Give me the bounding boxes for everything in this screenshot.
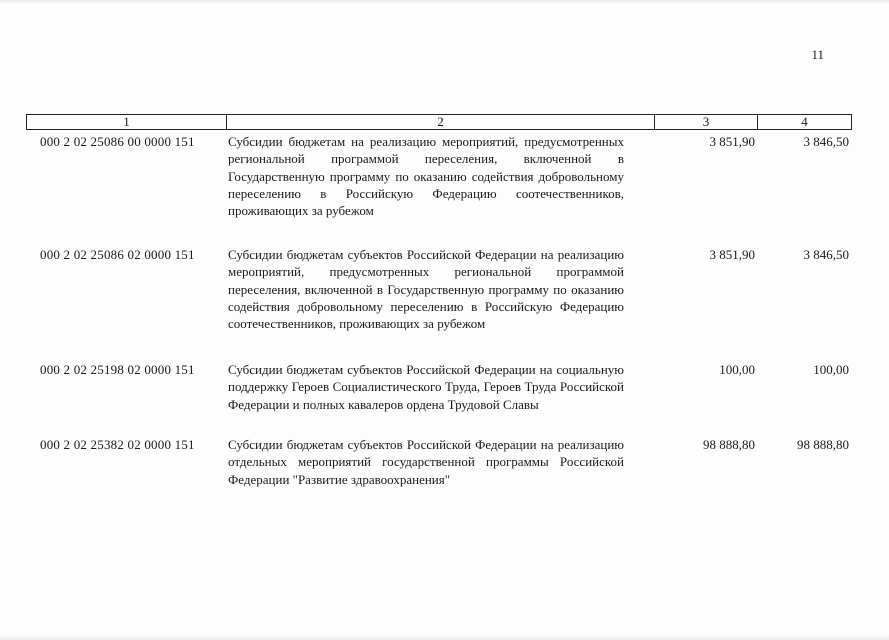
budget-code: 000 2 02 25198 02 0000 151	[40, 362, 195, 377]
row-description: Субсидии бюджетам субъектов Российской Федерации на социальную поддержку Героев Социалистического Труда, Героев Труда Российской Федерации и полных кавалеров ордена Трудовой Славы	[228, 362, 624, 412]
budget-code: 000 2 02 25086 00 0000 151	[40, 134, 195, 149]
scan-bottom-edge	[0, 634, 889, 640]
amount-column-4: 100,00	[813, 362, 849, 377]
amount-column-4: 3 846,50	[803, 134, 849, 149]
row-description: Субсидии бюджетам на реализацию мероприятий, предусмотренных региональной программой переселения, включенной в Государственную программу по оказанию содействия добровольному переселению в Российскую Федерацию соотечественников, проживающих за рубежом	[228, 134, 624, 219]
column-header-2: 2	[227, 115, 655, 129]
page-number: 11	[811, 47, 824, 62]
amount-column-3: 100,00	[719, 362, 755, 377]
budget-code: 000 2 02 25382 02 0000 151	[40, 437, 195, 452]
column-header-4: 4	[801, 114, 808, 129]
amount-column-3: 3 851,90	[709, 134, 755, 149]
column-header-3: 3	[655, 115, 758, 129]
amount-column-3: 3 851,90	[709, 247, 755, 262]
row-description: Субсидии бюджетам субъектов Российской Федерации на реализацию мероприятий, предусмотренных региональной программой переселения, включенной в Государственную программу по оказанию содействия добровольному переселению в Российскую Федерацию соотечественников, проживающих за рубежом	[228, 247, 624, 332]
row-description: Субсидии бюджетам субъектов Российской Федерации на реализацию отдельных мероприятий государственной программы Российской Федерации "Развитие здравоохранения"	[228, 437, 624, 487]
column-header-1: 1	[27, 115, 227, 129]
table-header-row	[26, 114, 852, 130]
amount-column-3: 98 888,80	[703, 437, 755, 452]
amount-column-4: 98 888,80	[797, 437, 849, 452]
budget-code: 000 2 02 25086 02 0000 151	[40, 247, 195, 262]
amount-column-4: 3 846,50	[803, 247, 849, 262]
scan-top-edge	[0, 0, 889, 4]
